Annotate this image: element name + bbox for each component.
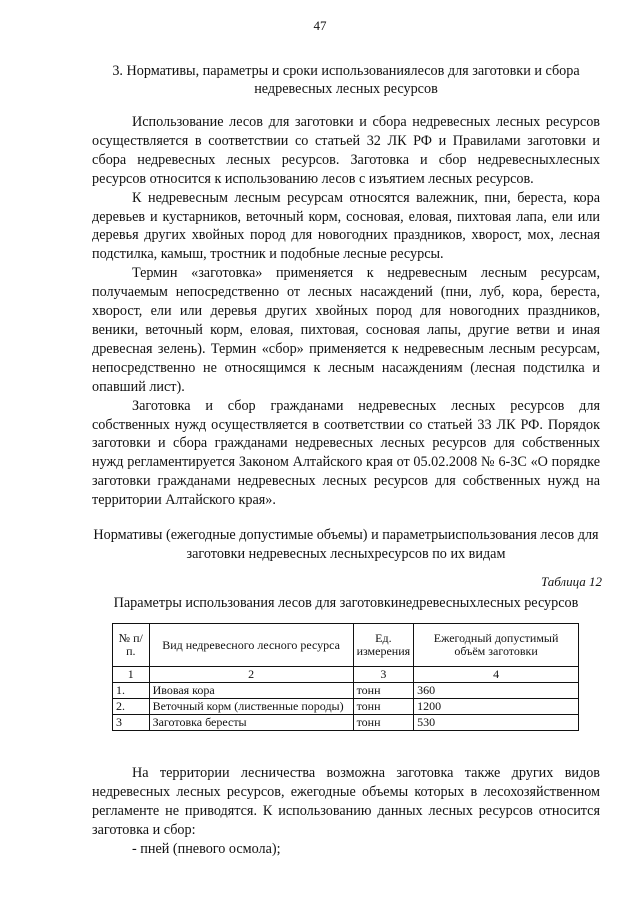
annual-volume: 1200 (414, 699, 579, 715)
table-number: Таблица 12 (540, 574, 602, 589)
row-number: 1. (113, 683, 150, 699)
unit: тонн (353, 715, 414, 731)
table-heading: Нормативы (ежегодные допустимые объемы) и параметрыиспользования лесов для заготовки недревесных лесныхресурсов по их видам (93, 527, 599, 562)
resource-name: Заготовка бересты (149, 715, 353, 731)
paragraph: Заготовка и сбор гражданами недревесных лесных ресурсов для собственных нужд осуществляется в соответствии со статьей 33 ЛК РФ. Порядок заготовки и сбора гражданами недревесных лесных ресурсов для собственных нужд регламентируется Законом Алтайского края от 05.02.2008 № 6-ЗС «О порядке заготовки гражданами недревесных лесных ресурсов для собственных нужд на территории Алтайского края». (92, 397, 600, 509)
table-header-row (113, 624, 579, 667)
column-index: 2 (149, 667, 353, 683)
table-row (113, 699, 579, 715)
unit: тонн (353, 699, 414, 715)
section-title: 3. Нормативы, параметры и сроки использованиялесов для заготовки и сбора недревесных лесных ресурсов (112, 63, 580, 97)
parameters-table (112, 623, 579, 731)
paragraph: К недревесным лесным ресурсам относятся валежник, пни, береста, кора деревьев и кустарников, веточный корм, сосновая, еловая, пихтовая лапа, ели или деревья других хвойных пород для новогодних праздников, хворост, мох, лесная подстилка, камыш, тростник и подобные лесные ресурсы. (92, 189, 600, 263)
paragraph: Термин «заготовка» применяется к недревесным лесным ресурсам, получаемым непосредственно от лесных насаждений (пни, луб, кора, береста, хворост, ели или деревья других хвойных пород для новогодних праздников, веники, веточный корм, еловая, пихтовая, сосновая лапы, другие ветви и иная древесная зелень). Термин «сбор» применяется к недревесным лесным ресурсам, непосредственно не относящимся к лесным насаждениям (лесная подстилка и опавший лист). (92, 265, 600, 395)
closing-paragraphs (92, 764, 600, 859)
header-number: № п/п. (113, 624, 150, 667)
column-index-row (113, 667, 579, 683)
header-annual-volume: Ежегодный допустимый объём заготовки (414, 624, 579, 667)
unit: тонн (353, 683, 414, 699)
resource-name: Ивовая кора (149, 683, 353, 699)
body-paragraphs (92, 113, 600, 510)
column-index: 4 (414, 667, 579, 683)
column-index: 1 (113, 667, 150, 683)
paragraph: На территории лесничества возможна заготовка также других видов недревесных лесных ресурсов, ежегодные объемы которых в лесохозяйственном регламенте не приводятся. К использованию данных лесных ресурсов относится заготовка и сбор: (92, 765, 600, 838)
header-unit: Ед. измерения (353, 624, 414, 667)
annual-volume: 360 (414, 683, 579, 699)
annual-volume: 530 (414, 715, 579, 731)
table-row (113, 683, 579, 699)
row-number: 3 (113, 715, 150, 731)
row-number: 2. (113, 699, 150, 715)
paragraph: Использование лесов для заготовки и сбора недревесных лесных ресурсов осуществляется в соответствии со статьей 32 ЛК РФ и Правилами заготовки и сбора недревесных лесных ресурсов. Заготовка и сбор недревесныхлесных ресурсов относится к использованию лесов с изъятием лесных ресурсов. (92, 114, 600, 187)
header-resource-type: Вид недревесного лесного ресурса (149, 624, 353, 667)
resource-name: Веточный корм (лиственные породы) (149, 699, 353, 715)
list-item: - пней (пневого осмола); (132, 840, 281, 857)
page-number: 47 (313, 18, 327, 33)
table-row (113, 715, 579, 731)
table-caption: Параметры использования лесов для заготовкинедревесныхлесных ресурсов (113, 595, 579, 611)
column-index: 3 (353, 667, 414, 683)
